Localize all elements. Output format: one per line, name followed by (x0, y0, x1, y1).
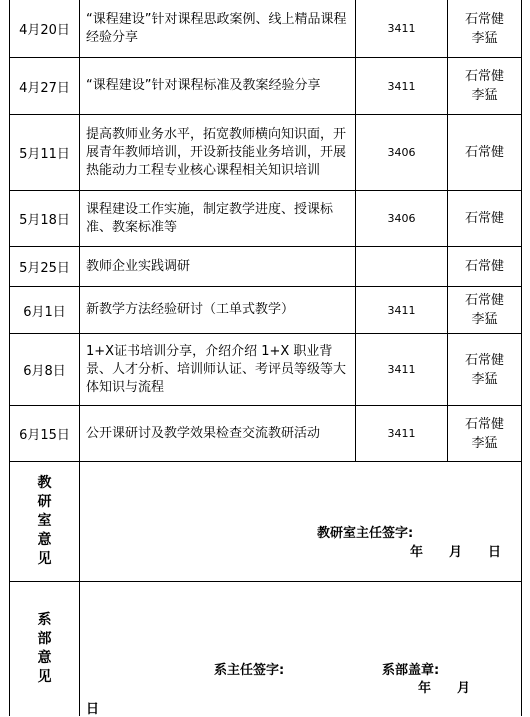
row-room: 3411 (387, 22, 416, 35)
row-date: 4月20日 (19, 23, 70, 38)
row-content: 新教学方法经验研讨（工单式教学） (86, 302, 295, 317)
label-char: 教 (37, 475, 52, 491)
row-room: 3406 (387, 146, 416, 159)
row-content: 公开课研讨及教学效果检查交流教研活动 (86, 425, 321, 441)
person-name: 石常健 (464, 416, 504, 432)
dept-director-signature-label: 系主任签字: (214, 663, 285, 678)
label-char: 室 (37, 513, 52, 529)
row-room: 3411 (387, 427, 416, 440)
person-name: 李猛 (471, 30, 498, 46)
row-content: “课程建设”针对课程思政案例、线上精品课程经验分享 (86, 11, 347, 45)
row-date: 6月15日 (19, 428, 70, 443)
office-opinion-label (10, 462, 79, 581)
row-date: 4月27日 (19, 80, 70, 96)
row-date: 5月11日 (19, 147, 70, 162)
row-content: 提高教师业务水平，拓宽教师横向知识面，开展青年教师培训，开设新技能业务培训，开展热能动力工程专业核心课程相关知识培训 (86, 126, 347, 178)
person-name: 李猛 (471, 88, 498, 103)
row-person (448, 334, 521, 405)
person-name: 石常健 (464, 211, 504, 226)
row-person (448, 406, 521, 461)
row-person (448, 115, 521, 190)
label-char: 系 (37, 612, 52, 628)
column-divider (521, 0, 522, 716)
row-room: 3411 (387, 363, 416, 376)
label-char: 意 (37, 650, 52, 666)
label-char: 见 (37, 551, 52, 567)
row-room: 3411 (387, 79, 416, 93)
person-name: 李猛 (471, 371, 498, 387)
row-content: 教师企业实践调研 (86, 258, 191, 274)
dept-seal-label: 系部盖章: (382, 663, 440, 678)
office-date-line: 年 月 日 (410, 545, 502, 560)
row-room: 3406 (387, 212, 416, 225)
person-name: 石常健 (464, 145, 504, 160)
row-content: 课程建设工作实施，制定教学进度、授课标准、教案标准等 (86, 201, 334, 235)
row-divider (9, 461, 522, 462)
row-person (448, 0, 521, 57)
person-name: 石常健 (464, 11, 504, 27)
row-date: 6月1日 (23, 304, 66, 320)
label-char: 部 (37, 631, 52, 647)
label-char: 研 (37, 494, 52, 510)
row-person (448, 58, 521, 114)
row-room (356, 247, 447, 286)
person-name: 石常健 (464, 293, 504, 308)
row-content: 1+X证书培训分享，介绍介绍 1+X 职业背景、人才分析、培训师认证、考评员等级等大体知识与流程 (86, 343, 347, 395)
dept-date-line: 年 月 (418, 681, 471, 696)
office-director-signature-label: 教研室主任签字: (317, 526, 414, 541)
row-date: 5月18日 (19, 213, 70, 228)
label-char: 意 (37, 532, 52, 548)
row-divider (9, 581, 522, 582)
person-name: 石常健 (464, 259, 504, 274)
row-person (448, 287, 521, 333)
row-person (448, 191, 521, 246)
person-name: 李猛 (471, 312, 498, 327)
person-name: 石常健 (464, 69, 504, 84)
label-char: 见 (37, 669, 52, 685)
row-date: 6月8日 (23, 364, 66, 379)
row-room: 3411 (387, 303, 416, 317)
dept-opinion-label (10, 582, 79, 716)
person-name: 李猛 (471, 435, 498, 451)
dept-date-overflow-char: 日 (86, 702, 100, 717)
row-date: 5月25日 (19, 261, 70, 276)
row-person (448, 247, 521, 286)
row-content: “课程建设”针对课程标准及教案经验分享 (86, 78, 321, 93)
person-name: 石常健 (464, 352, 504, 368)
